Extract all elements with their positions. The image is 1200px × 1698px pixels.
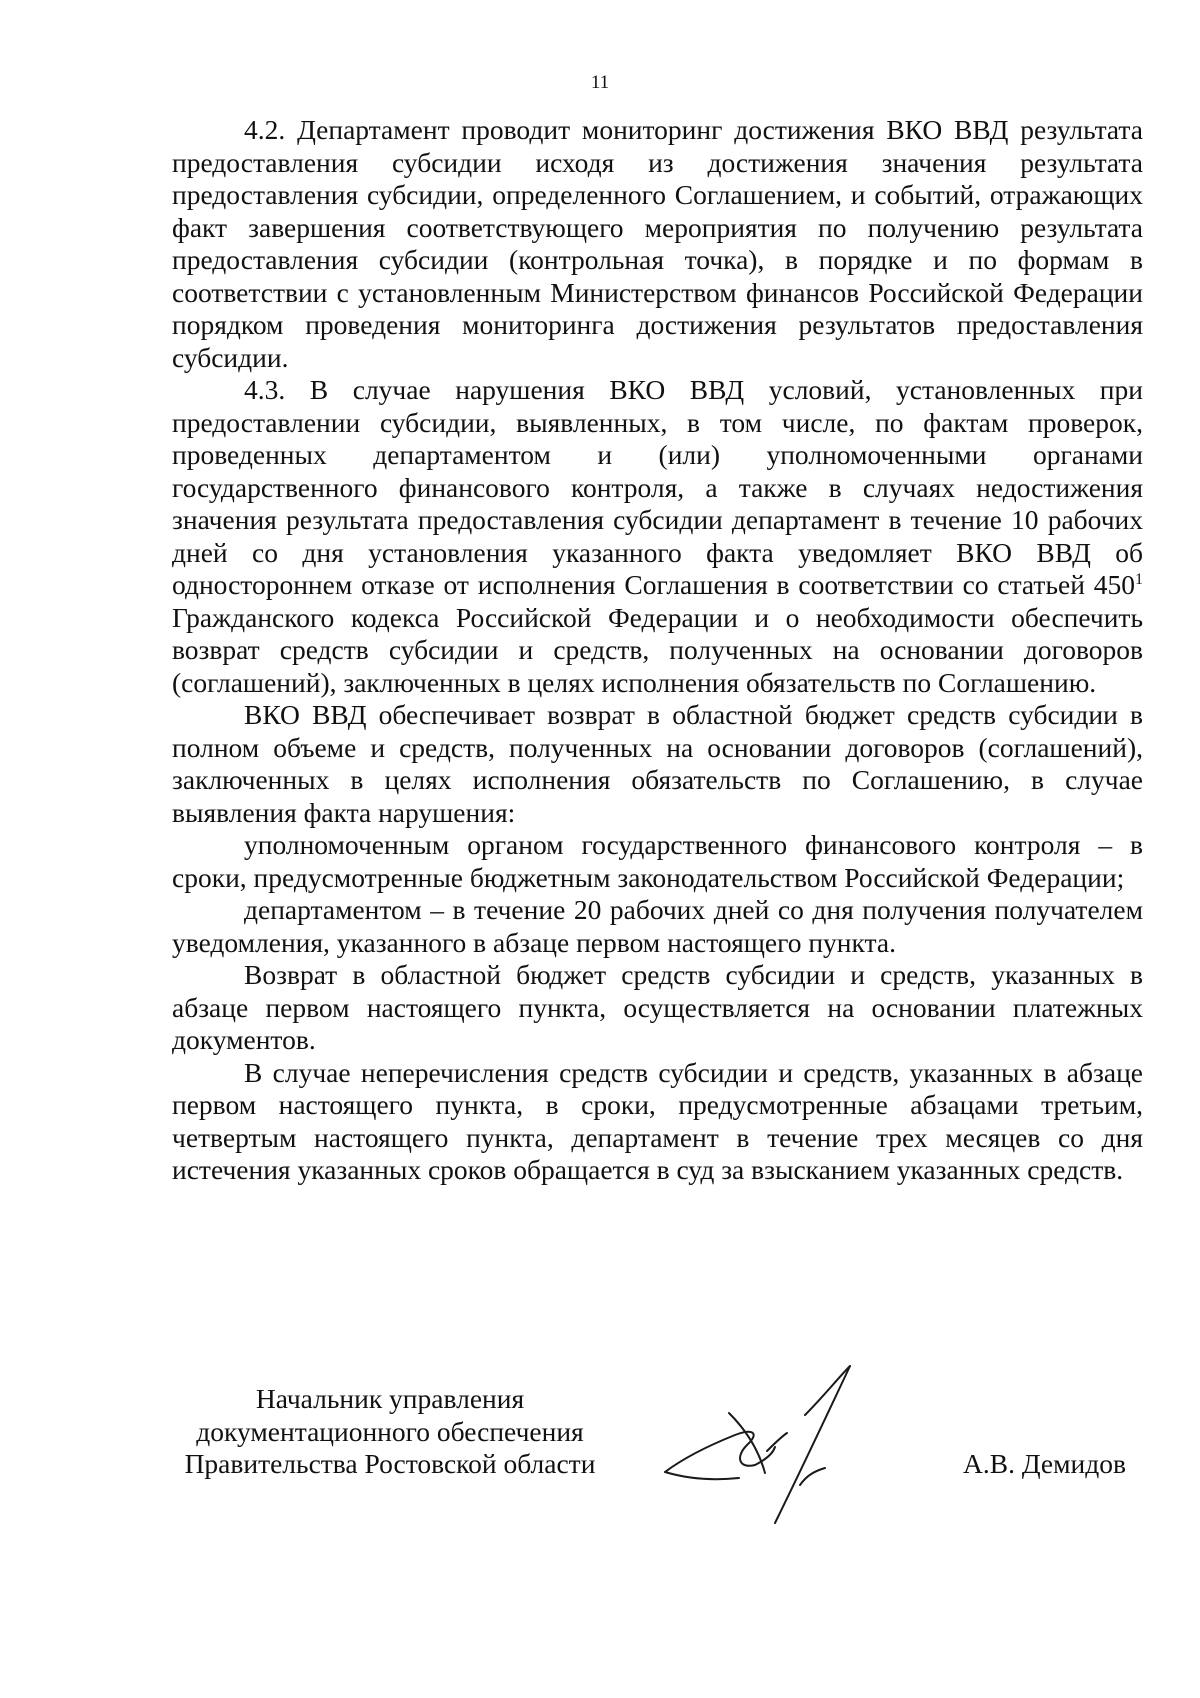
paragraph-4-3-text-end: Гражданского кодекса Российской Федерации и о необходимости обеспечить возврат средств субсидии и средств, полученных на основании договоров (соглашений), заключенных в целях исполнения обязательств по Соглашению. (172, 601, 1143, 698)
paragraph-court-recovery: В случае неперечисления средств субсидии и средств, указанных в абзаце первом настоящего пункта, в сроки, предусмотренные абзацами третьим, четвертым настоящего пункта, департамент в течение трех месяцев со дня истечения указанных сроков обращается в суд за взысканием указанных средств. (172, 1056, 1143, 1185)
handwritten-signature (655, 1365, 955, 1535)
signer-position-line: Начальник управления (255, 1383, 525, 1414)
paragraph-4-3-text-start: 4.3. В случае нарушения ВКО ВВД условий, установленных при предоставлении субсидии, выявленных, в том числе, по фактам проверок, проведенных департаментом и (или) уполномоченными органами государственного финансового контроля, а также в случаях недостижения значения результата предоставления субсидии департамент в течение 10 рабочих дней со дня установления указанного факта уведомляет ВКО ВВД об одностороннем отказе от исполнения Соглашения в соответствии со статьей 450 (172, 374, 1143, 600)
signer-position-line: документационного обеспечения (196, 1415, 584, 1447)
page-number: 11 (590, 72, 610, 93)
signer-position-line: Правительства Ростовской области (184, 1448, 596, 1479)
paragraph-department-deadline: департаментом – в течение 20 рабочих дней со дня получения получателем уведомления, указанного в абзаце первом настоящего пункта. (172, 894, 1143, 958)
document-body (172, 114, 1143, 1187)
signer-name: А.В. Демидов (963, 1448, 1126, 1479)
signer-position (170, 1383, 610, 1481)
article-superscript: 1 (1135, 571, 1143, 588)
paragraph-control-body-deadline: уполномоченным органом государственного финансового контроля – в сроки, предусмотренные бюджетным законодательством Российской Федерации; (172, 829, 1143, 893)
paragraph-4-3 (172, 374, 1143, 699)
paragraph-refund-obligation: ВКО ВВД обеспечивает возврат в областной бюджет средств субсидии в полном объеме и средств, полученных на основании договоров (соглашений), заключенных в целях исполнения обязательств по Соглашению, в случае выявления факта нарушения: (172, 699, 1143, 828)
paragraph-4-2: 4.2. Департамент проводит мониторинг достижения ВКО ВВД результата предоставления субсидии исходя из достижения значения результата предоставления субсидии, определенного Соглашением, и событий, отражающих факт завершения соответствующего мероприятия по получению результата предоставления субсидии (контрольная точка), в порядке и по формам в соответствии с установленным Министерством финансов Российской Федерации порядком проведения мониторинга достижения результатов предоставления субсидии. (172, 114, 1143, 373)
paragraph-refund-basis: Возврат в областной бюджет средств субсидии и средств, указанных в абзаце первом настоящего пункта, осуществляется на основании платежных документов. (172, 959, 1143, 1055)
